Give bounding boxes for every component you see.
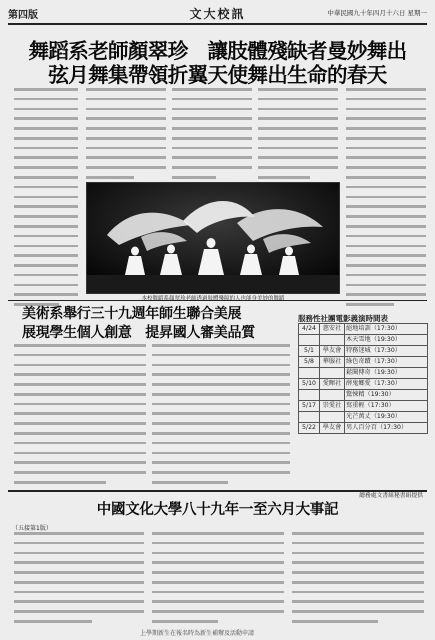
main-headline-line-1: 舞蹈系老師顏翠珍 讓肢體殘缺者曼妙舞出 xyxy=(28,39,407,63)
exhibition-article-column-2 xyxy=(152,344,290,491)
article-column-5 xyxy=(346,88,426,313)
event-date-cell xyxy=(299,390,320,401)
footer-note: 上學期新生在報名時為新生補辦及活動申請 xyxy=(140,630,255,637)
events-table-row xyxy=(299,379,428,390)
event-film-cell: 綠色奇蹟（17:30） xyxy=(345,357,428,368)
issue-label: 第四版 xyxy=(8,10,38,21)
article-column-4 xyxy=(258,88,338,186)
dance-performance-photo xyxy=(86,182,340,294)
event-film-cell: 薛鬼鄉愛（17:30） xyxy=(345,379,428,390)
events-box-title: 服務性社團電影義演時間表 xyxy=(298,314,388,323)
section-rule xyxy=(8,300,427,301)
event-unit-cell: 崇愛社 xyxy=(320,401,345,412)
chronicle-column-3 xyxy=(292,532,424,630)
events-table-row xyxy=(299,401,428,412)
event-unit-cell: 華服社 xyxy=(320,357,345,368)
publication-date: 中華民國九十年四月十六日 星期一 xyxy=(327,9,427,17)
event-film-cell: 驚悚精（19:30） xyxy=(345,390,428,401)
event-date-cell: 5/17 xyxy=(299,401,320,412)
event-film-cell: 絕地培訓（17:30） xyxy=(345,324,428,335)
events-table-row xyxy=(299,390,428,401)
event-film-cell: 鬆聞傳奇（19:30） xyxy=(345,368,428,379)
event-date-cell: 5/10 xyxy=(299,379,320,390)
event-date-cell: 5/1 xyxy=(299,346,320,357)
chronicle-column-2 xyxy=(152,532,284,630)
masthead-title: 文大校訊 xyxy=(189,7,246,21)
event-date-cell: 5/8 xyxy=(299,357,320,368)
event-date-cell: 5/22 xyxy=(299,423,320,434)
event-unit-cell xyxy=(320,390,345,401)
event-film-cell: 特務迷城（17:30） xyxy=(345,346,428,357)
events-table-row xyxy=(299,335,428,346)
event-date-cell xyxy=(299,335,320,346)
events-table-row xyxy=(299,346,428,357)
event-film-cell: 木天雪地（19:30） xyxy=(345,335,428,346)
events-table-row xyxy=(299,368,428,379)
event-film-cell: 男人百分百（17:30） xyxy=(345,423,428,434)
exhibition-article-column-1 xyxy=(14,344,146,491)
event-unit-cell xyxy=(320,335,345,346)
main-headline-line-2: 弦月舞集帶領折翼天使舞出生命的春天 xyxy=(48,63,387,87)
events-table-row xyxy=(299,324,428,335)
events-table-row xyxy=(299,423,428,434)
event-date-cell: 4/24 xyxy=(299,324,320,335)
chronicle-column-1 xyxy=(14,532,144,630)
dancers-illustration xyxy=(87,183,339,293)
event-film-cell: 寫重輕（17:30） xyxy=(345,401,428,412)
masthead-rule xyxy=(8,23,427,25)
photo-caption: 本校舞蹈系顏翠珍老師透過肢體殘障的人也能身美妙的舞蹈 xyxy=(141,296,285,302)
masthead xyxy=(8,6,427,22)
event-date-cell xyxy=(299,412,320,423)
chronicle-byline: 總務處文書組秘書組提供 xyxy=(359,493,423,499)
event-unit-cell: 慈安社 xyxy=(320,324,345,335)
event-unit-cell: 學友會 xyxy=(320,346,345,357)
article-column-2 xyxy=(86,88,166,186)
article-column-1 xyxy=(14,88,78,313)
event-unit-cell: 學友會 xyxy=(320,423,345,434)
events-table-row xyxy=(299,412,428,423)
events-table xyxy=(298,323,428,434)
event-unit-cell: 愛暉社 xyxy=(320,379,345,390)
events-table-row xyxy=(299,357,428,368)
event-film-cell: 光芒萬丈（19:30） xyxy=(345,412,428,423)
event-unit-cell xyxy=(320,368,345,379)
exhibition-headline-1: 美術系舉行三十九週年師生聯合美展 xyxy=(22,306,242,322)
exhibition-headline-2: 展現學生個人創意 提昇國人審美品質 xyxy=(22,325,255,341)
chronicle-headline: 中國文化大學八十九年一至六月大事記 xyxy=(96,502,339,518)
event-unit-cell xyxy=(320,412,345,423)
chronicle-continuation-note: （五接第1版） xyxy=(12,525,52,532)
article-column-3 xyxy=(172,88,252,186)
event-date-cell xyxy=(299,368,320,379)
